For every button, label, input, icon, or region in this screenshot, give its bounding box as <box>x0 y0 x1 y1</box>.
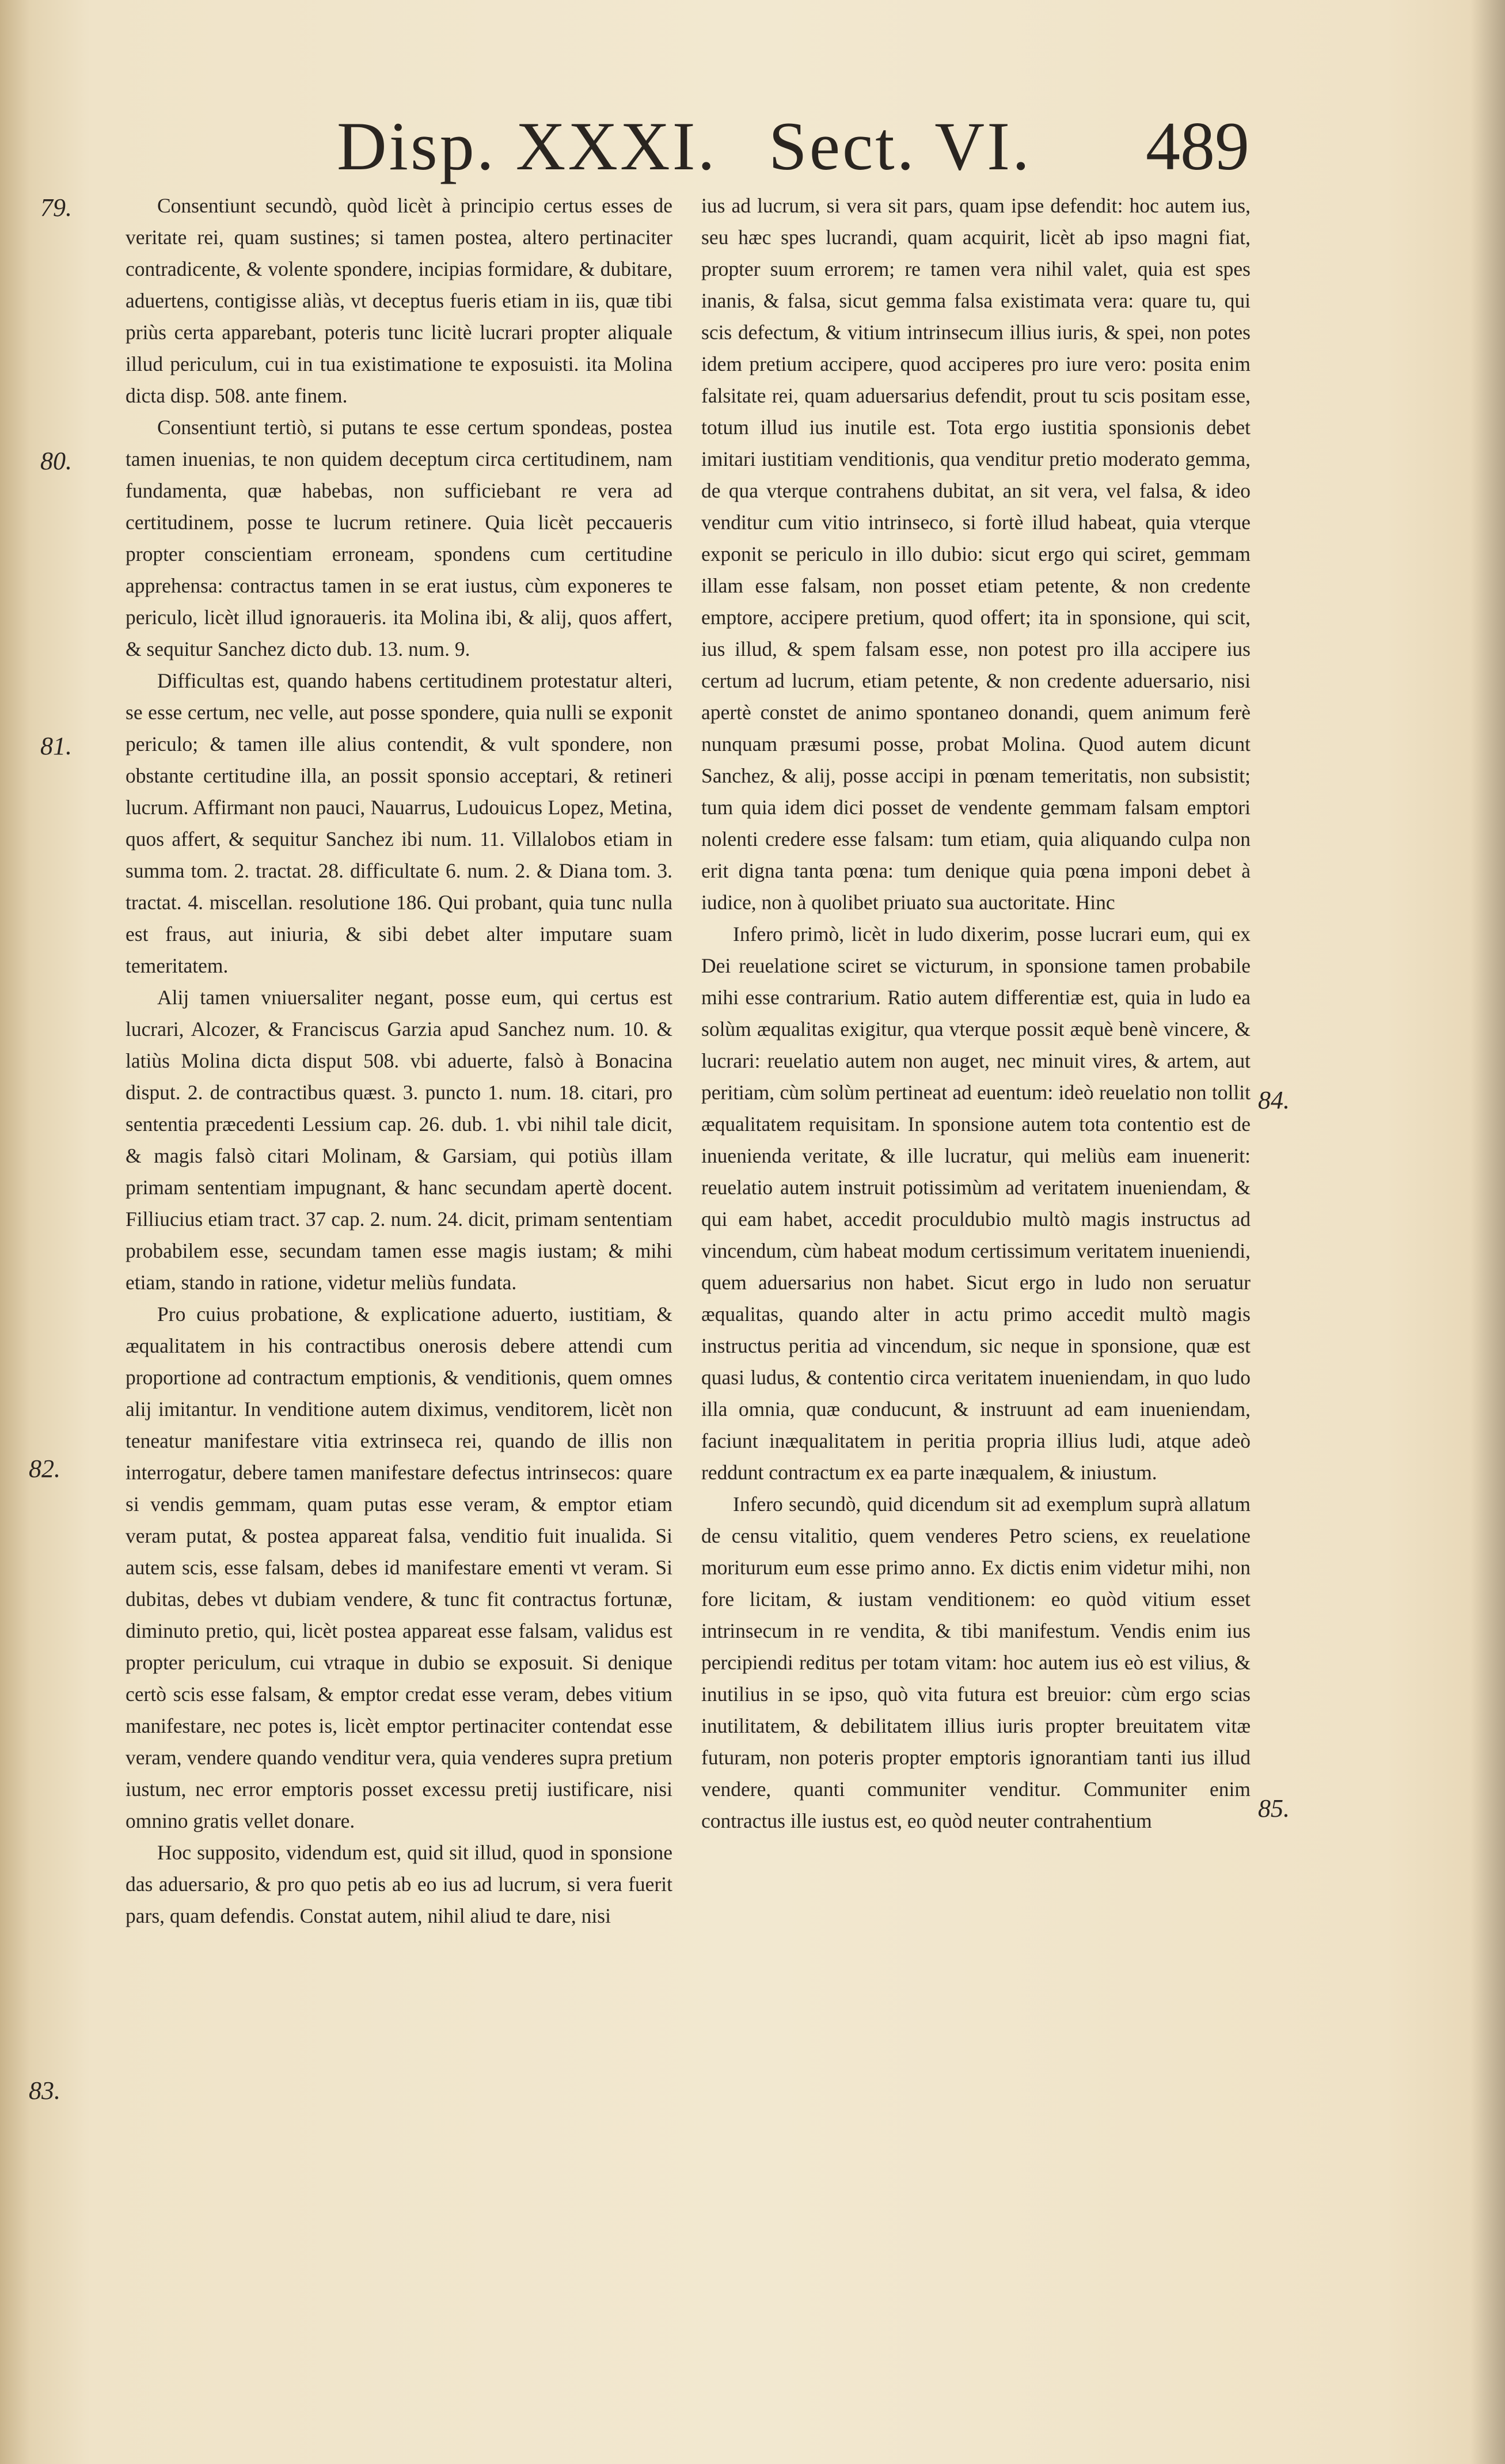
right-column <box>701 190 1251 1837</box>
paragraph-83: Hoc supposito, videndum est, quid sit illud, quod in sponsione das aduersario, & pro quo petis ab eo ius ad lucrum, si vera fuerit pars, quam defendis. Constat autem, nihil aliud te dare, nisi <box>126 1841 672 1927</box>
margin-number-84: 84. <box>1258 1086 1290 1114</box>
margin-number-82: 82. <box>29 1455 60 1483</box>
paragraph-79: Consentiunt secundò, quòd licèt à principio certus esses de veritate rei, quam sustines; si tamen postea, altero pertinaciter contradicente, & volente spondere, incipias formidare, & dubitare, aduertens, contigisse aliàs, vt deceptus fueris etiam in iis, quæ tibi priùs certa apparebant, poteris tunc licitè lucrari propter aliquale illud periculum, cui in tua existimatione te exposuisti. ita Molina dicta disp. 508. ante finem. <box>126 194 672 407</box>
page-number: 489 <box>1146 108 1249 184</box>
left-column <box>126 190 672 1932</box>
paragraph-80: Consentiunt tertiò, si putans te esse certum spondeas, postea tamen inuenias, te non quidem deceptum circa certitudinem, nam fundamenta, quæ habebas, non sufficiebant re vera ad certitudinem, posse te lucrum retinere. Quia licèt peccaueris propter conscientiam erroneam, spondens cum certitudine apprehensa: contractus tamen in se erat iustus, cùm exponeres te periculo, licèt illud ignoraueris. ita Molina ibi, & alij, quos affert, & sequitur Sanchez dicto dub. 13. num. 9. <box>126 416 672 660</box>
margin-number-83: 83. <box>29 2076 60 2105</box>
margin-number-85: 85. <box>1258 1794 1290 1823</box>
margin-number-80: 80. <box>40 447 72 475</box>
paragraph-85: Infero secundò, quid dicendum sit ad exemplum suprà allatum de censu vitalitio, quem venderes Petro sciens, ex reuelatione moriturum eum esse primo anno. Ex dictis enim videtur mihi, non fore licitam, & iustam venditionem: eo quòd vitium esset intrinsecum in re vendita, & tibi manifestum. Vendis enim ius percipiendi reditus per totam vitam: hoc autem ius eò est vilius, & inutilius in se ipso, quò vita futura est breuior: cùm ergo scias inutilitatem, & debilitatem illius iuris propter breuitatem vitæ futuram, non poteris propter emptoris ignorantiam tanti ius illud vendere, quanti communiter venditur. Communiter enim contractus ille iustus est, eo quòd neuter contrahentium <box>701 1493 1251 1832</box>
running-header <box>0 107 1505 187</box>
paragraph-82: Pro cuius probatione, & explicatione aduerto, iustitiam, & æqualitatem in his contractibus onerosis debere attendi cum proportione ad contractum emptionis, & venditionis, quem omnes alij imitantur. In venditione autem diximus, venditorem, licèt non teneatur manifestare vitia extrinseca rei, quando de illis non interrogatur, debere tamen manifestare defectus intrinsecos: quare si vendis gemmam, quam putas esse veram, & emptor etiam veram putat, & postea appareat falsa, venditio fuit inualida. Si autem scis, esse falsam, debes id manifestare ementi vt veram. Si dubitas, debes vt dubiam vendere, & tunc fit contractus fortunæ, diminuto pretio, qui, licèt postea appareat esse falsam, validus est propter periculum, cui vtraque in dubio se exposuit. Si denique certò scis esse falsam, & emptor credat esse veram, debes vitium manifestare, nec potes is, licèt emptor pertinaciter contendat esse veram, vendere quando venditur vera, quia venderes supra pretium iustum, nec error emptoris posset excessu pretij iustificare, nisi omnino gratis vellet donare. <box>126 1303 672 1832</box>
paragraph-84: Infero primò, licèt in ludo dixerim, posse lucrari eum, qui ex Dei reuelatione sciret se victurum, in sponsione tamen probabile mihi esse contrarium. Ratio autem differentiæ est, quia in ludo ea solùm æqualitas exigitur, qua vterque possit æquè benè vincere, & lucrari: reuelatio autem non auget, nec minuit vires, & artem, aut peritiam, cùm solùm pertineat ad euentum: ideò reuelatio non tollit æqualitatem requisitam. In sponsione autem tota contentio est de inuenienda veritate, & ille lucratur, qui meliùs eam inuenerit: reuelatio autem instruit potissimùm ad veritatem inueniendam, & qui eam habet, accedit proculdubio multò magis instructus ad vincendum, cùm habeat modum certissimum veritatem inueniendi, quem aduersarius non habet. Sicut ergo in ludo non seruatur æqualitas, quando alter in actu primo accedit multò magis instructus peritia ad vincendum, sic neque in sponsione, quæ est quasi ludus, & contentio circa veritatem inueniendam, in quo ludo illa omnia, quæ conducunt, & instruunt ad eam inueniendam, faciunt inæqualitatem in peritia propria illius ludi, atque adeò reddunt contractum ex ea parte inæqualem, & iniustum. <box>701 922 1251 1484</box>
header-disputation: Disp. XXXI. <box>337 108 717 184</box>
header-section: Sect. VI. <box>769 108 1032 184</box>
margin-number-79: 79. <box>40 193 72 222</box>
paragraph-81: Difficultas est, quando habens certitudinem protestatur alteri, se esse certum, nec velle, aut posse spondere, quia nulli se exponit periculo; & tamen ille alius contendit, & vult spondere, non obstante certitudine illa, an possit sponsio acceptari, & retineri lucrum. Affirmant non pauci, Nauarrus, Ludouicus Lopez, Metina, quos affert, & sequitur Sanchez ibi num. 11. Villalobos etiam in summa tom. 2. tractat. 28. difficultate 6. num. 2. & Diana tom. 3. tractat. 4. miscellan. resolutione 186. Qui probant, quia tunc nulla est fraus, aut iniuria, & sibi debet alter imputare suam temeritatem. <box>126 669 672 977</box>
paragraph-81-continued: Alij tamen vniuersaliter negant, posse eum, qui certus est lucrari, Alcozer, & Franciscus Garzia apud Sanchez num. 10. & latiùs Molina dicta disput 508. vbi aduerte, falsò à Bonacina disput. 2. de contractibus quæst. 3. puncto 1. num. 18. citari, pro sententia præcedenti Lessium cap. 26. dub. 1. vbi nihil tale dicit, & magis falsò citari Molinam, & Garsiam, qui potiùs illam primam sententiam impugnant, & hanc secundam apertè docent. Filliucius etiam tract. 37 cap. 2. num. 24. dicit, primam sententiam probabilem esse, secundam tamen esse magis iustam; & mihi etiam, stando in ratione, videtur meliùs fundata. <box>126 986 672 1294</box>
margin-number-81: 81. <box>40 732 72 760</box>
paragraph-83-continued: ius ad lucrum, si vera sit pars, quam ipse defendit: hoc autem ius, seu hæc spes lucrandi, quam acquirit, licèt ab ipso magni fiat, propter suum errorem; re tamen vera nihil valet, quia est spes inanis, & falsa, sicut gemma falsa existimata vera: quare tu, qui scis defectum, & vitium intrinsecum illius iuris, & spei, non potes idem pretium accipere, quod acciperes pro iure vero: posita enim falsitate rei, quam aduersarius defendit, prout tu scis positam esse, totum illud ius inutile est. Tota ergo iustitia sponsionis debet imitari iustitiam venditionis, qua venditur pretio moderato gemma, de qua vterque contrahens dubitat, an sit vera, vel falsa, & ideo venditur cum vitio intrinseco, si fortè illud habeat, quia vterque exponit se periculo in illo dubio: sicut ergo qui sciret, gemmam illam esse falsam, non posset etiam petente, & non credente emptore, accipere pretium, quod offert; ita in sponsione, qui scit, ius illud, & spem falsam esse, non potest pro illa accipere ius certum ad lucrum, etiam petente, & non credente aduersario, nisi apertè constet de animo spontaneo donandi, quem animum ferè nunquam præsumi posse, probat Molina. Quod autem dicunt Sanchez, & alij, posse accipi in pœnam temeritatis, non subsistit; tum quia idem dici posset de vendente gemmam falsam emptori nolenti credere esse falsam: tum etiam, quia aliquando culpa non erit digna tanta pœna: tum denique quia pœna imponi debet à iudice, non à quolibet priuato sua auctoritate. Hinc <box>701 194 1251 914</box>
